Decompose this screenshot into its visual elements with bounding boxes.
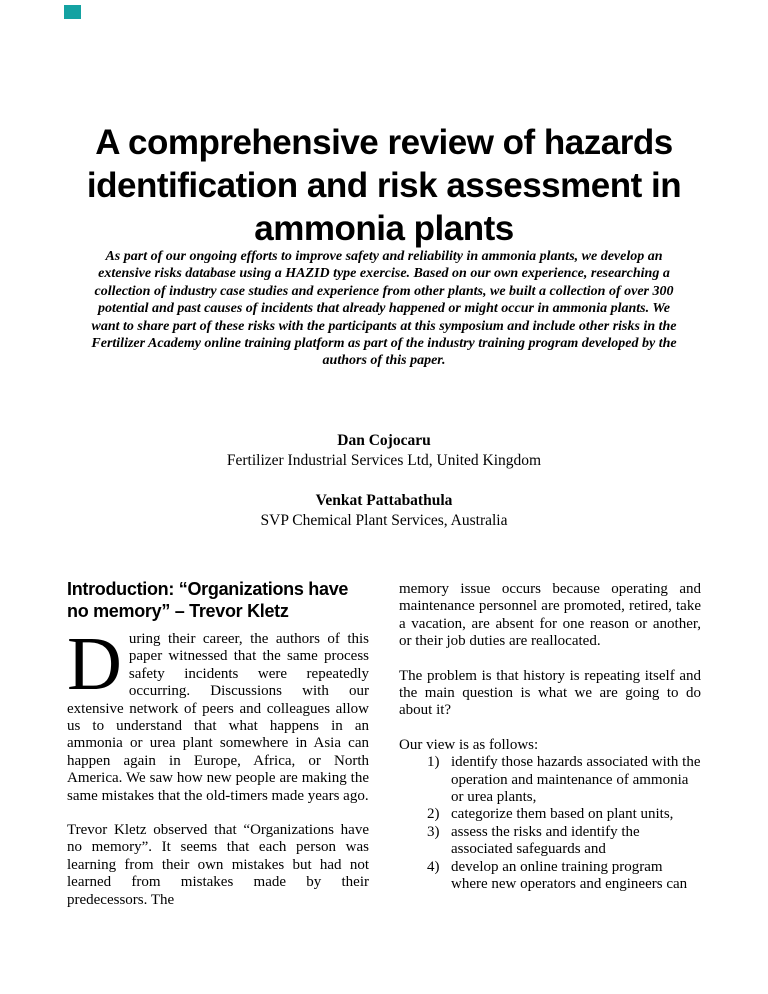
- list-item-4-number: 4): [427, 858, 440, 875]
- author-block: [0, 431, 768, 530]
- abstract: [34, 248, 734, 370]
- intro-paragraph-2: Trevor Kletz observed that “Organizations have no memory”. It seems that each person was learning from their own mistakes but had not learned from mistakes made by their predecessors. The: [67, 822, 369, 908]
- paper-title-line-1: A comprehensive review of hazards: [95, 123, 673, 163]
- left-column: [67, 578, 369, 909]
- abstract-line: As part of our ongoing efforts to improve safety and reliability in ammonia plants, we develop an: [105, 249, 663, 264]
- list-item-1: [399, 754, 701, 806]
- intro-paragraph-5-lead: Our view is as follows:: [399, 736, 539, 753]
- list-item-3-text: assess the risks and identify the associated safeguards and: [451, 823, 640, 858]
- abstract-line: collection of industry case studies and experience from other plants, we built a collection of over 300: [94, 283, 674, 299]
- teal-corner-marker: [64, 5, 81, 19]
- list-item-2-text: categorize them based on plant units,: [451, 806, 674, 823]
- introduction-heading-line-2: no memory” – Trevor Kletz: [67, 601, 289, 621]
- list-item-2: [399, 806, 701, 823]
- dropcap-letter: D: [67, 622, 122, 706]
- introduction-heading-line-1: Introduction: “Organizations have: [67, 579, 349, 599]
- list-item-1-number: 1): [427, 754, 440, 771]
- list-item-3-number: 3): [427, 823, 440, 840]
- right-column: [399, 578, 701, 909]
- paper-title-line-3: ammonia plants: [254, 209, 514, 249]
- abstract-line: authors of this paper.: [322, 353, 446, 369]
- author-1-name: Dan Cojocaru: [337, 432, 431, 449]
- intro-paragraph-4: The problem is that history is repeating itself and the main question is what we are going to do about it?: [399, 667, 701, 719]
- author-2-name: Venkat Pattabathula: [315, 492, 453, 509]
- list-item-1-text: identify those hazards associated with the operation and maintenance of ammonia or urea plants,: [451, 754, 701, 806]
- paper-title: [0, 121, 768, 250]
- abstract-line: Fertilizer Academy online training platform as part of the industry training program developed by the: [91, 336, 677, 352]
- abstract-line: want to share part of these risks with the participants at this symposium and include other risks in the: [91, 318, 677, 334]
- intro-paragraph-1: [67, 622, 369, 805]
- list-item-3: [399, 824, 701, 859]
- view-numbered-list: [399, 754, 701, 893]
- abstract-line: extensive risks database using a HAZID type exercise. Based on our own experience, researching a: [98, 266, 670, 282]
- paper-title-line-2: identification and risk assessment in: [86, 166, 682, 206]
- author-2-affiliation: SVP Chemical Plant Services, Australia: [260, 511, 508, 529]
- two-column-body: [67, 578, 701, 909]
- author-1: [0, 431, 768, 470]
- list-item-4: [399, 859, 701, 894]
- list-item-4-text: develop an online training program where new operators and engineers can: [451, 858, 688, 893]
- abstract-line: potential and past causes of incidents that already happened or might occur in ammonia plants. We: [98, 301, 670, 317]
- author-1-affiliation: Fertilizer Industrial Services Ltd, United Kingdom: [226, 451, 542, 469]
- intro-paragraph-3: memory issue occurs because operating and maintenance personnel are promoted, retired, take a vacation, are absent for one reason or another, or their job duties are reallocated.: [399, 581, 701, 650]
- author-2: [0, 491, 768, 530]
- introduction-heading: [67, 578, 369, 622]
- list-item-2-number: 2): [427, 806, 440, 823]
- intro-paragraph-1-text: uring their career, the authors of this paper witnessed that the same process safety incidents were repeatedly occurring. Discussions with our extensive network of peers and colleagues allow us to understand that what happens in an ammonia or urea plant somewhere in Asia can happen again in Europe, Africa, or North America. We saw how new people are making the same mistakes that the old-timers made years ago.: [67, 631, 369, 804]
